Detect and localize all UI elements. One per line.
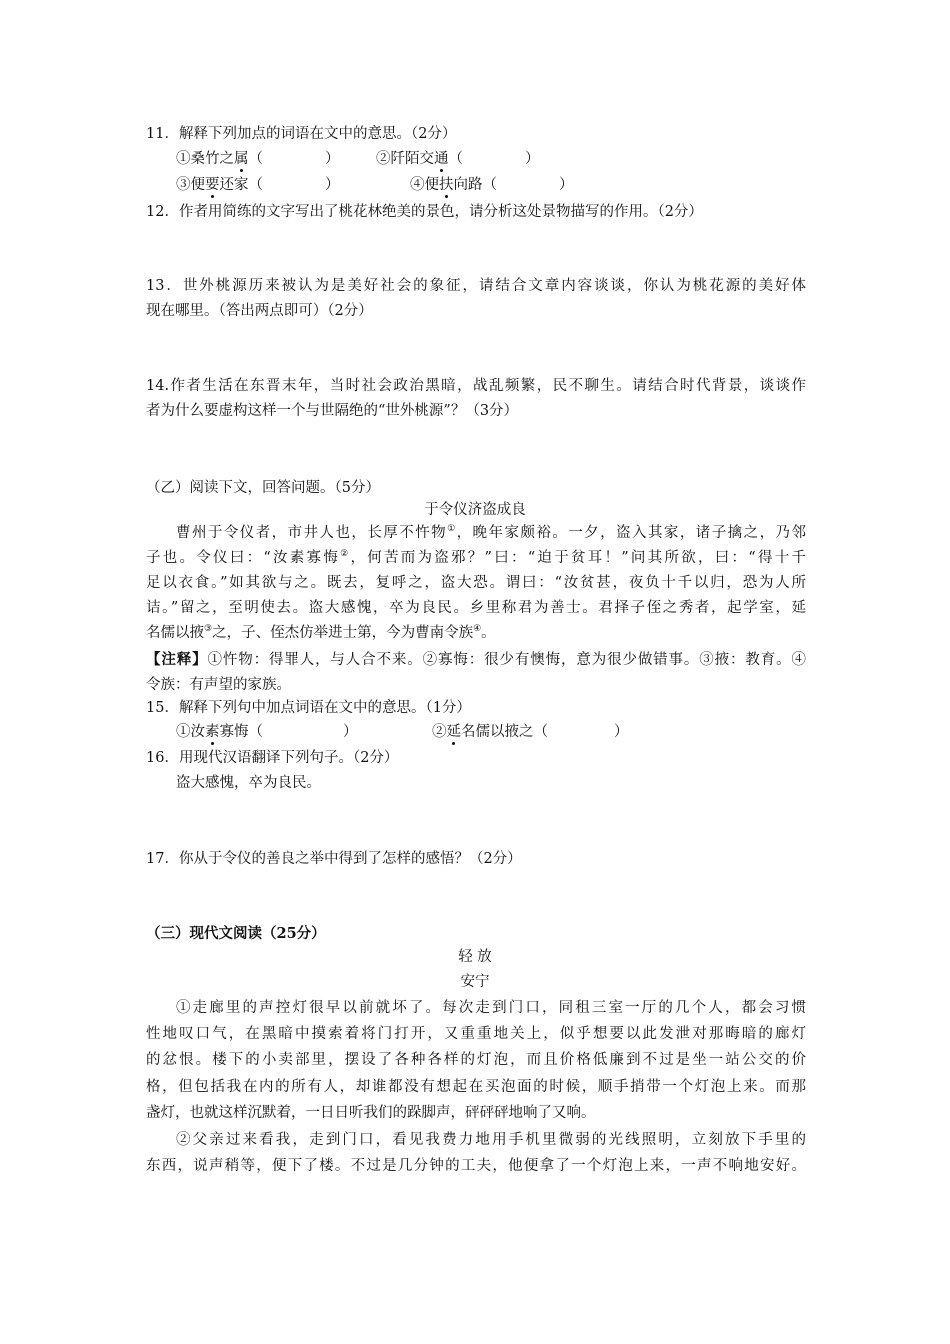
passage-b-line-4: 诘。”留之，至明使去。盗大感愧，卒为良民。乡里称君为善士。君择子侄之秀者，起学室，延 — [146, 600, 806, 616]
dotted-char: 属 — [234, 151, 249, 167]
q11-stem: 11．解释下列加点的词语在文中的意思。（2分） — [146, 126, 457, 142]
passage-b-line-1: 曹州于令仪者，市井人也，长厚不忤物①，晚年家颇裕。一夕，盗入其家，诸子擒之，乃邻 — [176, 524, 806, 541]
dotted-char: 素 — [205, 724, 220, 740]
section-c-heading: （三）现代文阅读（25分） — [146, 925, 326, 942]
essay-p1-line-5: 盏灯，也就这样沉默着，一日日听我们的跺脚声，砰砰砰地响了又响。 — [146, 1105, 596, 1121]
essay-title: 轻 放 — [458, 949, 492, 965]
footnote-mark: ③ — [204, 624, 213, 635]
essay-p2-line-2: 东西，说声稍等，便下了楼。不过是几分钟的工夫，他便拿了一个灯泡上来，一声不响地安好。 — [146, 1158, 806, 1174]
essay-p1-line-4: 格，但包括我在内的所有人，却谁都没有想起在买泡面的时候，顺手捎带一个灯泡上来。而那 — [146, 1079, 806, 1095]
section-b-intro: （乙）阅读下文，回答问题。（5分） — [146, 480, 380, 496]
annotation-label: 【注释】 — [146, 651, 208, 668]
q15-item-2: ②延名儒以掖之（ ） — [432, 724, 629, 740]
passage-b-line-3: 足以衣食。”如其欲与之。既去，复呼之，盗大恐。谓曰：“汝贫甚，夜负十千以归，恐为人所 — [146, 575, 806, 591]
q17-stem: 17．你从于令仪的善良之举中得到了怎样的感悟？（2分） — [146, 851, 522, 867]
q13-line-2: 现在哪里。（答出两点即可）（2分） — [146, 303, 373, 319]
footnote-mark: ② — [340, 549, 351, 560]
essay-p1-line-2: 性地叹口气，在黑暗中摸索着将门打开，又重重地关上，似乎想要以此发泄对那晦暗的廊灯 — [146, 1026, 806, 1042]
dotted-char: 延 — [446, 724, 461, 740]
footnote-mark: ④ — [473, 624, 482, 635]
section-b-title: 于令仪济盗成良 — [424, 502, 526, 518]
q14-line-2: 者为什么要虚构这样一个与世隔绝的“世外桃源”？（3分） — [146, 403, 519, 419]
footnote-mark: ① — [447, 524, 457, 535]
q11-item-1: ①桑竹之属（ ） — [176, 151, 340, 167]
passage-b-line-5: 名儒以掖③之，子、侄杰仿举进士第，今为曹南令族④。 — [146, 624, 496, 641]
q16-sentence: 盗大感愧，卒为良民。 — [176, 775, 321, 791]
q11-item-3: ③便要还家（ ） — [176, 177, 340, 193]
annotation-line-2: 令族：有声望的家族。 — [146, 677, 291, 693]
dotted-char: 要 — [205, 177, 220, 193]
essay-p1-line-3: 的忿恨。楼下的小卖部里，摆设了各种各样的灯泡，而且价格低廉到不过是坐一站公交的价 — [146, 1052, 806, 1068]
passage-b-line-2: 子也。令仪曰：“汝素寡悔②，何苦而为盗邪？”曰：“迫于贫耳！”问其所欲，曰：“得十千 — [146, 549, 806, 566]
q12-stem: 12．作者用简练的文字写出了桃花林绝美的景色，请分析这处景物描写的作用。（2分） — [146, 204, 703, 220]
q15-stem: 15．解释下列句中加点词语在文中的意思。（1分） — [146, 700, 471, 716]
dotted-char: 通 — [434, 151, 449, 167]
q16-stem: 16．用现代汉语翻译下列句子。（2分） — [146, 750, 399, 766]
q11-item-4: ④便扶向路（ ） — [410, 177, 574, 193]
q13-line-1: 13．世外桃源历来被认为是美好社会的象征，请结合文章内容谈谈，你认为桃花源的美好体 — [146, 278, 806, 294]
essay-p2-line-1: ②父亲过来看我，走到门口，看见我费力地用手机里微弱的光线照明，立刻放下手里的 — [176, 1132, 806, 1148]
q11-item-2: ②阡陌交通（ ） — [376, 151, 540, 167]
q15-item-1: ①汝素寡悔（ ） — [176, 724, 358, 740]
essay-p1-line-1: ①走廊里的声控灯很早以前就坏了。每次走到门口，同租三室一厅的几个人，都会习惯 — [176, 1000, 806, 1016]
annotation-line-1: 【注释】①忤物：得罪人，与人合不来。②寡悔：很少有懊悔，意为很少做错事。③掖：教育。④ — [146, 651, 807, 668]
q14-line-1: 14.作者生活在东晋末年，当时社会政治黑暗，战乱频繁，民不聊生。请结合时代背景，谈谈作 — [146, 378, 806, 394]
dotted-char: 扶 — [439, 177, 454, 193]
essay-author: 安宁 — [460, 974, 490, 990]
